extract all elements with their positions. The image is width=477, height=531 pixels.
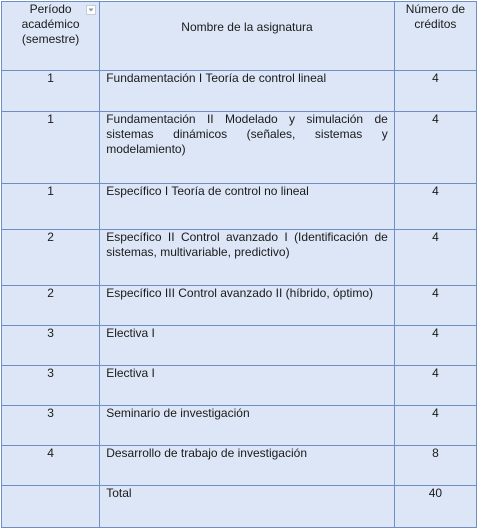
header-credits-label: Número de créditos (405, 2, 466, 31)
period-cell: 1 (2, 184, 100, 230)
credits-cell: 4 (394, 366, 476, 406)
table-row (2, 230, 477, 286)
course-cell: Electiva I (100, 366, 395, 406)
period-cell: 1 (2, 112, 100, 184)
table-row (2, 112, 477, 184)
total-credits: 40 (394, 486, 476, 528)
table-row (2, 326, 477, 366)
table-row (2, 286, 477, 326)
total-label: Total (100, 486, 395, 528)
header-period (2, 2, 100, 71)
table-row (2, 184, 477, 230)
total-row (2, 486, 477, 528)
course-cell: Seminario de investigación (100, 406, 395, 446)
period-cell: 2 (2, 286, 100, 326)
credits-cell: 4 (394, 112, 476, 184)
period-cell: 2 (2, 230, 100, 286)
table-row (2, 71, 477, 112)
course-cell: Específico II Control avanzado I (Identificación de sistemas, multivariable, predictivo) (100, 230, 395, 286)
total-period-cell (2, 486, 100, 528)
credits-cell: 4 (394, 286, 476, 326)
course-cell: Fundamentación I Teoría de control lineal (100, 71, 395, 112)
credits-cell: 4 (394, 326, 476, 366)
header-period-label: Período académico (semestre) (21, 2, 80, 46)
header-course-label: Nombre de la asignatura (181, 20, 313, 34)
course-cell: Específico I Teoría de control no lineal (100, 184, 395, 230)
table-header (2, 2, 477, 71)
credits-cell: 4 (394, 184, 476, 230)
course-cell: Específico III Control avanzado II (híbrido, óptimo) (100, 286, 395, 326)
course-cell: Desarrollo de trabajo de investigación (100, 446, 395, 486)
course-cell: Fundamentación II Modelado y simulación de sistemas dinámicos (señales, sistemas y modelamiento) (100, 112, 395, 184)
table-row (2, 446, 477, 486)
period-cell: 4 (2, 446, 100, 486)
credits-cell: 4 (394, 406, 476, 446)
table-row (2, 406, 477, 446)
credits-cell: 8 (394, 446, 476, 486)
period-cell: 3 (2, 326, 100, 366)
credits-cell: 4 (394, 230, 476, 286)
table-row (2, 366, 477, 406)
course-table (1, 1, 477, 528)
header-course (100, 2, 395, 71)
period-cell: 3 (2, 406, 100, 446)
course-cell: Electiva I (100, 326, 395, 366)
table-body (2, 71, 477, 528)
period-cell: 1 (2, 71, 100, 112)
filter-dropdown-icon[interactable] (86, 5, 96, 15)
header-row (2, 2, 477, 71)
credits-cell: 4 (394, 71, 476, 112)
period-cell: 3 (2, 366, 100, 406)
header-credits (394, 2, 476, 71)
